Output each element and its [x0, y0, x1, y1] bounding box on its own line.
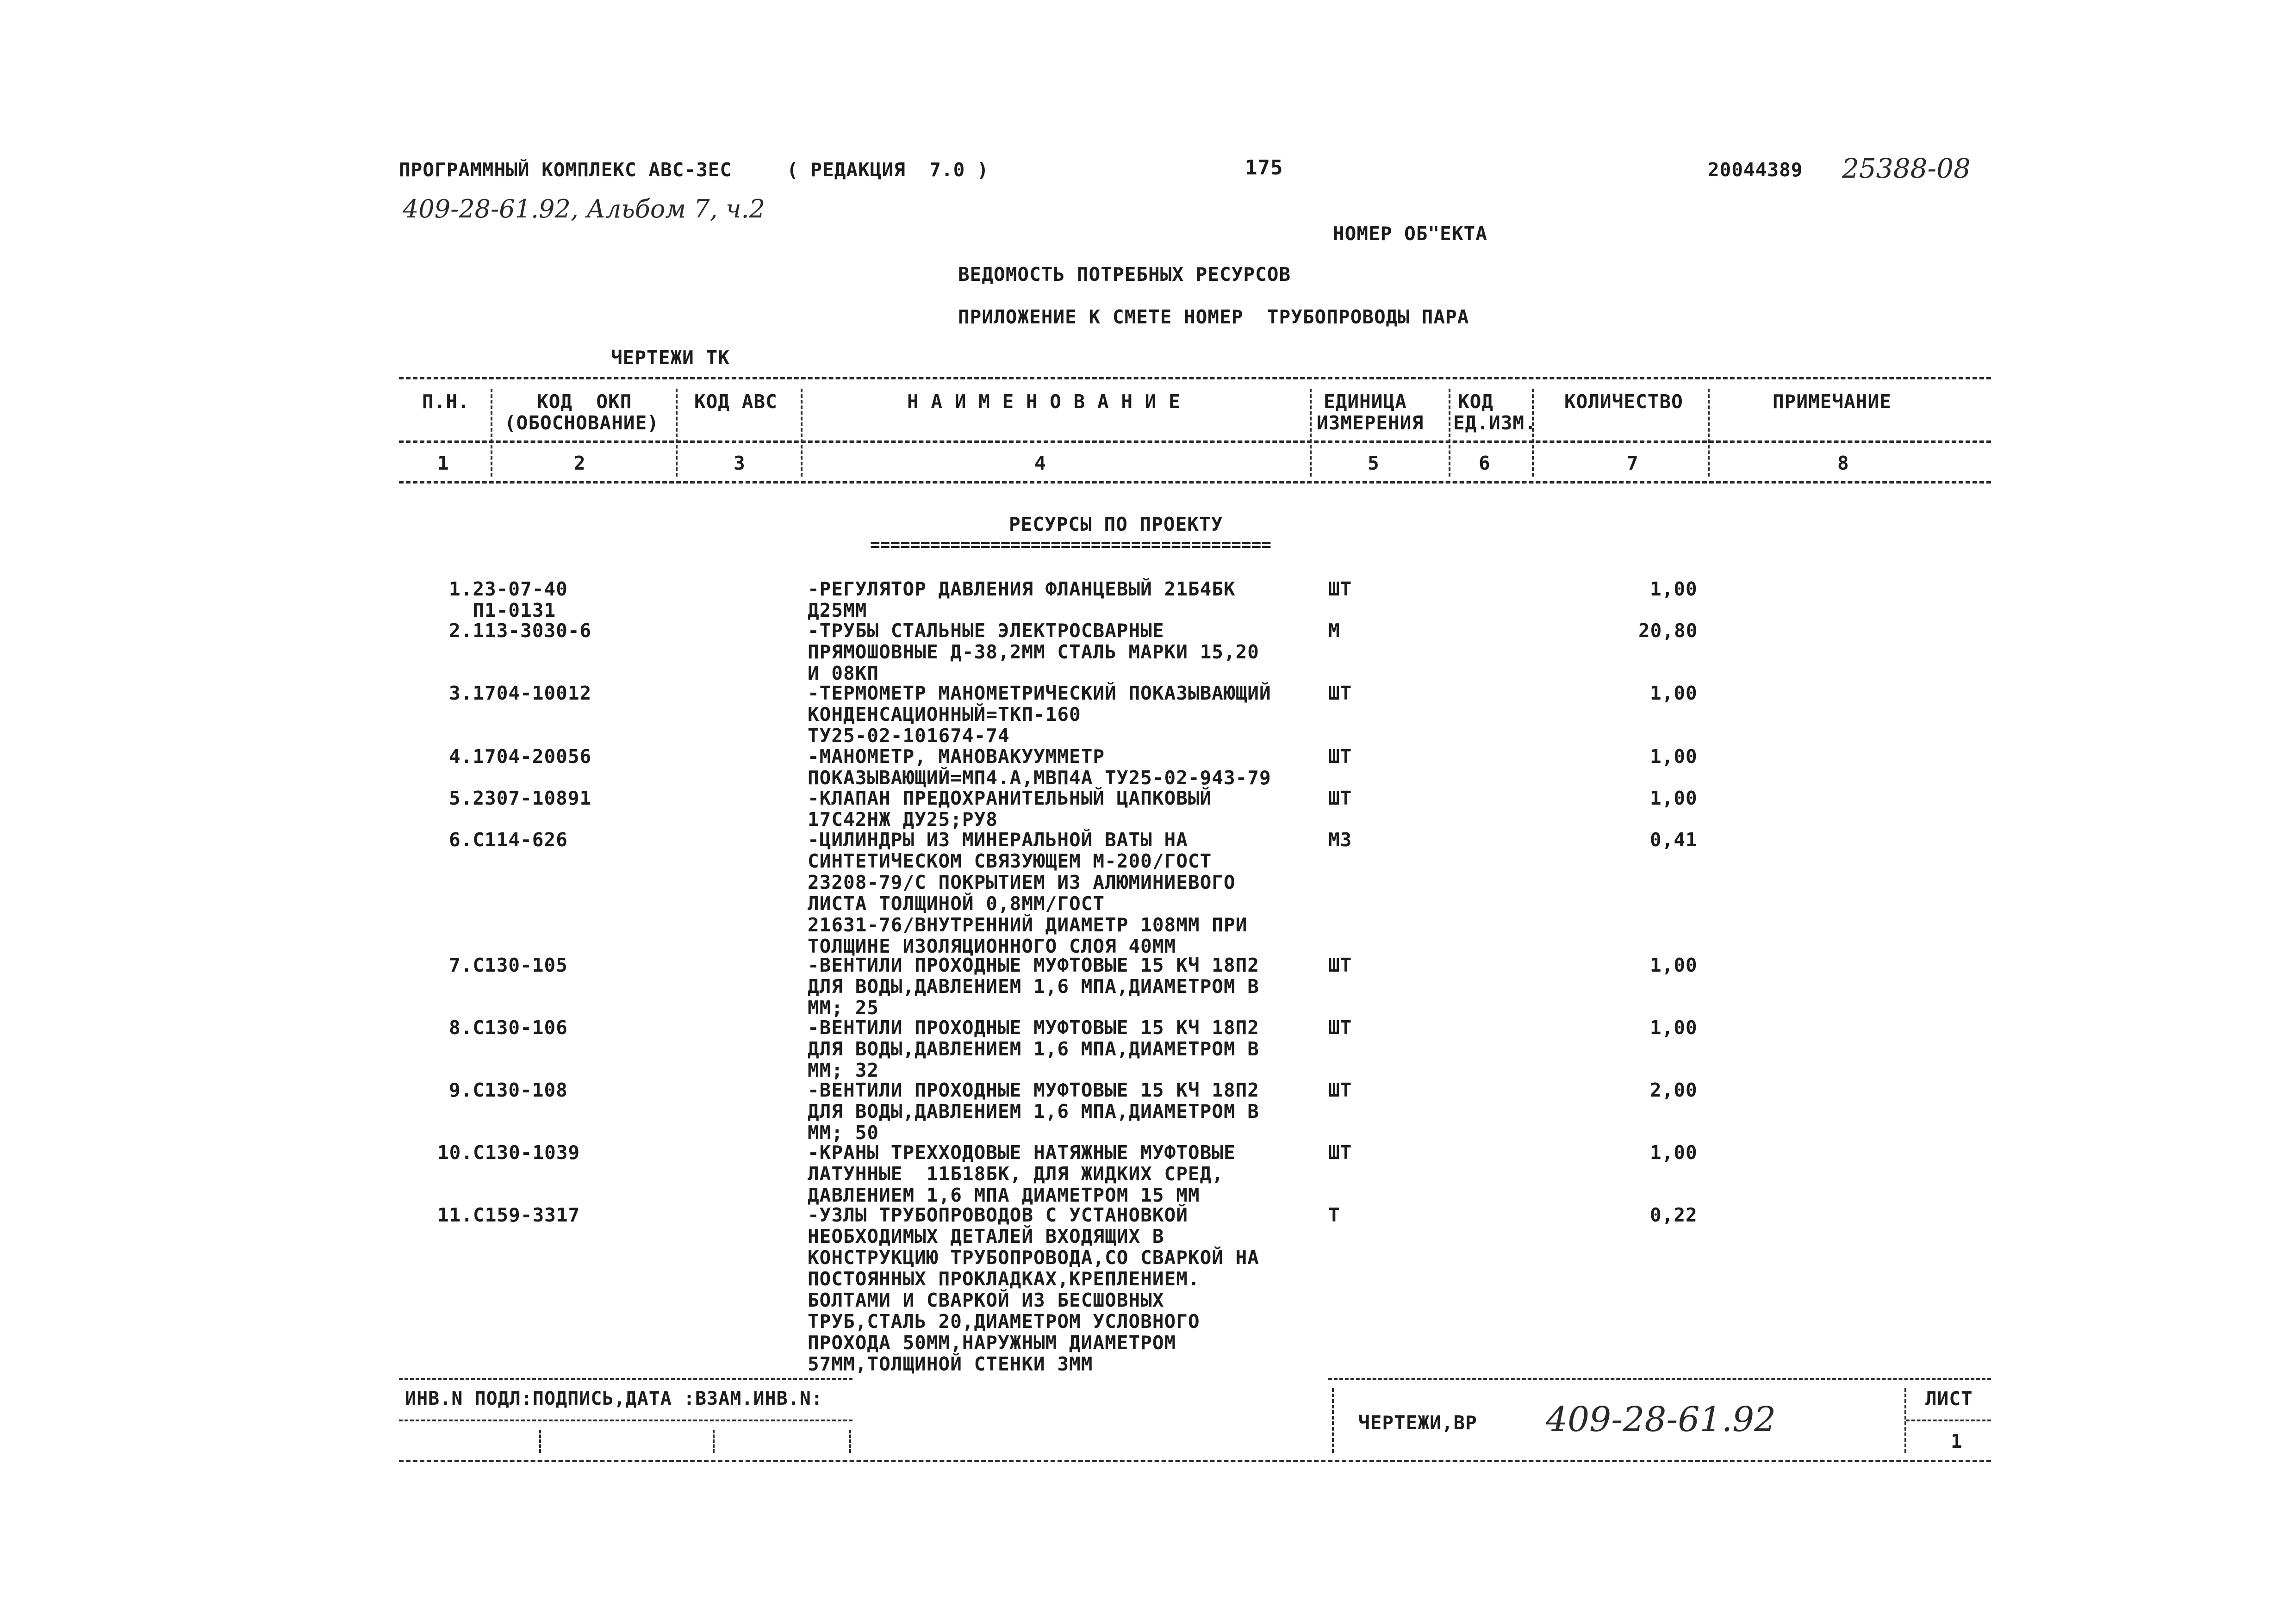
- table-header-rule: [399, 440, 1991, 443]
- row-quantity: 2,00: [1650, 1079, 1698, 1101]
- row-unit: ШТ: [1328, 578, 1352, 600]
- handwritten-album: 409-28-61.92, Альбом 7, ч.2: [403, 194, 765, 223]
- footer-sheet-rule: [1906, 1420, 1991, 1421]
- column-number-4: 4: [1034, 452, 1046, 474]
- row-name: -ТРУБЫ СТАЛЬНЫЕ ЭЛЕКТРОСВАРНЫЕ ПРЯМОШОВНЫЕ Д-38,2ММ СТАЛЬ МАРКИ 15,20 И 08КП: [808, 620, 1259, 684]
- row-name: -РЕГУЛЯТОР ДАВЛЕНИЯ ФЛАНЦЕВЫЙ 21Б4БК Д25ММ: [808, 578, 1236, 621]
- row-unit: М3: [1328, 829, 1352, 851]
- column-header-quantity: КОЛИЧЕСТВО: [1564, 391, 1683, 413]
- row-unit: ШТ: [1328, 1017, 1352, 1039]
- row-quantity: 1,00: [1650, 787, 1698, 809]
- column-number-8: 8: [1837, 452, 1849, 474]
- page-number: 175: [1245, 156, 1283, 180]
- row-code: 2.113-3030-6: [449, 620, 592, 642]
- row-quantity: 1,00: [1650, 745, 1698, 768]
- column-number-3: 3: [734, 452, 746, 474]
- footer-bottom-rule: [399, 1460, 1991, 1462]
- row-unit: М: [1328, 620, 1340, 642]
- row-name: -ТЕРМОМЕТР МАНОМЕТРИЧЕСКИЙ ПОКАЗЫВАЮЩИЙ КОНДЕНСАЦИОННЫЙ=ТКП-160 ТУ25-02-101674-74: [808, 682, 1271, 747]
- row-name: -ВЕНТИЛИ ПРОХОДНЫЕ МУФТОВЫЕ 15 КЧ 18П2 ДЛЯ ВОДЫ,ДАВЛЕНИЕМ 1,6 МПА,ДИАМЕТРОМ В ММ; 25: [808, 954, 1259, 1019]
- column-header-pn: П.Н.: [422, 391, 470, 413]
- row-code: 9.С130-108: [449, 1079, 568, 1101]
- col-sep-3: [801, 389, 803, 477]
- row-code: 10.С130-1039: [437, 1141, 580, 1164]
- col-sep-2: [676, 389, 678, 477]
- column-number-6: 6: [1479, 452, 1491, 474]
- footer-sep-3: [849, 1430, 851, 1453]
- column-header-unit-code: КОД: [1458, 391, 1494, 413]
- row-quantity: 0,41: [1650, 829, 1698, 851]
- section-underline: ========================================: [870, 535, 1271, 554]
- footer-sheet-number: 1: [1951, 1430, 1963, 1452]
- column-header-note: ПРИМЕЧАНИЕ: [1773, 391, 1892, 413]
- col-sep-1: [491, 389, 492, 477]
- row-name: -КЛАПАН ПРЕДОХРАНИТЕЛЬНЫЙ ЦАПКОВЫЙ 17С42НЖ ДУ25;РУ8: [808, 787, 1212, 831]
- column-number-7: 7: [1627, 452, 1639, 474]
- column-header-okp-basis: (ОБОСНОВАНИЕ): [504, 412, 659, 434]
- footer-sep-1: [539, 1430, 541, 1453]
- footer-drawing-number: 409-28-61.92: [1546, 1400, 1776, 1439]
- row-unit: ШТ: [1328, 745, 1352, 768]
- col-sep-7: [1708, 389, 1710, 477]
- footer-sep-right: [1332, 1388, 1334, 1453]
- column-header-okp: КОД ОКП: [537, 391, 632, 413]
- section-title: РЕСУРСЫ ПО ПРОЕКТУ: [1009, 513, 1223, 535]
- program-name: ПРОГРАММНЫЙ КОМПЛЕКС АВС-3ЕС: [399, 159, 732, 181]
- row-code: 1.23-07-40 П1-0131: [449, 578, 568, 621]
- drawings-label: ЧЕРТЕЖИ ТК: [611, 347, 730, 369]
- row-code: 6.С114-626: [449, 829, 568, 851]
- footer-left-mid-rule: [399, 1420, 852, 1421]
- column-header-unit: ЕДИНИЦА: [1324, 391, 1407, 413]
- row-unit: ШТ: [1328, 1141, 1352, 1164]
- footer-left-top-rule: [399, 1378, 852, 1380]
- row-name: -КРАНЫ ТРЕХХОДОВЫЕ НАТЯЖНЫЕ МУФТОВЫЕ ЛАТУННЫЕ 11Б18БК, ДЛЯ ЖИДКИХ СРЕД, ДАВЛЕНИЕМ 1,6 МПА ДИАМЕТРОМ 15 ММ: [808, 1141, 1236, 1206]
- row-code: 8.С130-106: [449, 1017, 568, 1039]
- column-number-2: 2: [574, 452, 586, 474]
- row-quantity: 20,80: [1638, 620, 1698, 642]
- column-header-unit-measure: ИЗМЕРЕНИЯ: [1317, 412, 1424, 434]
- handwritten-code: 25388-08: [1842, 153, 1971, 184]
- object-number-label: НОМЕР ОБ"ЕКТА: [1333, 223, 1487, 245]
- footer-drawing-label: ЧЕРТЕЖИ,ВР: [1358, 1412, 1477, 1434]
- footer-stamp-labels: ИНВ.N ПОДЛ:ПОДПИСЬ,ДАТА :ВЗАМ.ИНВ.N:: [405, 1388, 823, 1409]
- table-numbers-rule: [399, 481, 1991, 484]
- row-name: -МАНОМЕТР, МАНОВАКУУММЕТР ПОКАЗЫВАЮЩИЙ=МП4.А,МВП4А ТУ25-02-943-79: [808, 745, 1271, 789]
- row-name: -УЗЛЫ ТРУБОПРОВОДОВ С УСТАНОВКОЙ НЕОБХОДИМЫХ ДЕТАЛЕЙ ВХОДЯЩИХ В КОНСТРУКЦИЮ ТРУБОПРОВОДА,СО СВАРКОЙ НА ПОСТОЯННЫХ ПРОКЛАДКАХ,КРЕПЛЕНИЕМ. БОЛТАМИ И СВАРКОЙ ИЗ БЕСШОВНЫХ ТРУБ,СТАЛЬ 20,ДИАМЕТРОМ УСЛОВНОГО ПРОХОДА 50ММ,НАРУЖНЫМ ДИАМЕТРОМ 57ММ,ТОЛЩИНОЙ СТЕНКИ 3ММ: [808, 1204, 1259, 1375]
- table-top-rule: [399, 377, 1991, 379]
- row-unit: Т: [1328, 1204, 1340, 1226]
- row-code: 3.1704-10012: [449, 682, 592, 704]
- row-name: -ВЕНТИЛИ ПРОХОДНЫЕ МУФТОВЫЕ 15 КЧ 18П2 ДЛЯ ВОДЫ,ДАВЛЕНИЕМ 1,6 МПА,ДИАМЕТРОМ В ММ; 50: [808, 1079, 1259, 1144]
- row-unit: ШТ: [1328, 787, 1352, 809]
- document-title: ВЕДОМОСТЬ ПОТРЕБНЫХ РЕСУРСОВ: [958, 263, 1291, 285]
- row-code: 11.С159-3317: [437, 1204, 580, 1226]
- footer-sheet-label: ЛИСТ: [1925, 1388, 1973, 1410]
- footer-right-top-rule: [1328, 1378, 1991, 1380]
- column-header-abc: КОД АВС: [694, 391, 778, 413]
- program-edition: ( РЕДАКЦИЯ 7.0 ): [787, 159, 989, 181]
- row-quantity: 1,00: [1650, 1017, 1698, 1039]
- column-number-5: 5: [1368, 452, 1380, 474]
- row-code: 4.1704-20056: [449, 745, 592, 768]
- row-unit: ШТ: [1328, 954, 1352, 976]
- row-unit: ШТ: [1328, 1079, 1352, 1101]
- row-quantity: 1,00: [1650, 1141, 1698, 1164]
- document-code: 20044389: [1708, 159, 1803, 181]
- row-name: -ЦИЛИНДРЫ ИЗ МИНЕРАЛЬНОЙ ВАТЫ НА СИНТЕТИЧЕСКОМ СВЯЗУЮЩЕМ М-200/ГОСТ 23208-79/С ПОКРЫТИЕМ ИЗ АЛЮМИНИЕВОГО ЛИСТА ТОЛЩИНОЙ 0,8ММ/ГОСТ 21631-76/ВНУТРЕННИЙ ДИАМЕТР 108ММ ПРИ ТОЛЩИНЕ ИЗОЛЯЦИОННОГО СЛОЯ 40ММ: [808, 829, 1248, 957]
- row-quantity: 1,00: [1650, 954, 1698, 976]
- row-quantity: 1,00: [1650, 578, 1698, 600]
- col-sep-5: [1449, 389, 1450, 477]
- row-quantity: 1,00: [1650, 682, 1698, 704]
- row-name: -ВЕНТИЛИ ПРОХОДНЫЕ МУФТОВЫЕ 15 КЧ 18П2 ДЛЯ ВОДЫ,ДАВЛЕНИЕМ 1,6 МПА,ДИАМЕТРОМ В ММ; 32: [808, 1017, 1259, 1081]
- footer-sep-2: [713, 1430, 715, 1453]
- row-code: 7.С130-105: [449, 954, 568, 976]
- column-header-unit-code-measure: ЕД.ИЗМ.: [1453, 412, 1537, 434]
- column-header-name: Н А И М Е Н О В А Н И Е: [907, 391, 1181, 413]
- row-quantity: 0,22: [1650, 1204, 1698, 1226]
- col-sep-4: [1310, 389, 1312, 477]
- column-number-1: 1: [437, 452, 449, 474]
- document-subtitle: ПРИЛОЖЕНИЕ К СМЕТЕ НОМЕР ТРУБОПРОВОДЫ ПАРА: [958, 306, 1469, 328]
- row-code: 5.2307-10891: [449, 787, 592, 809]
- row-unit: ШТ: [1328, 682, 1352, 704]
